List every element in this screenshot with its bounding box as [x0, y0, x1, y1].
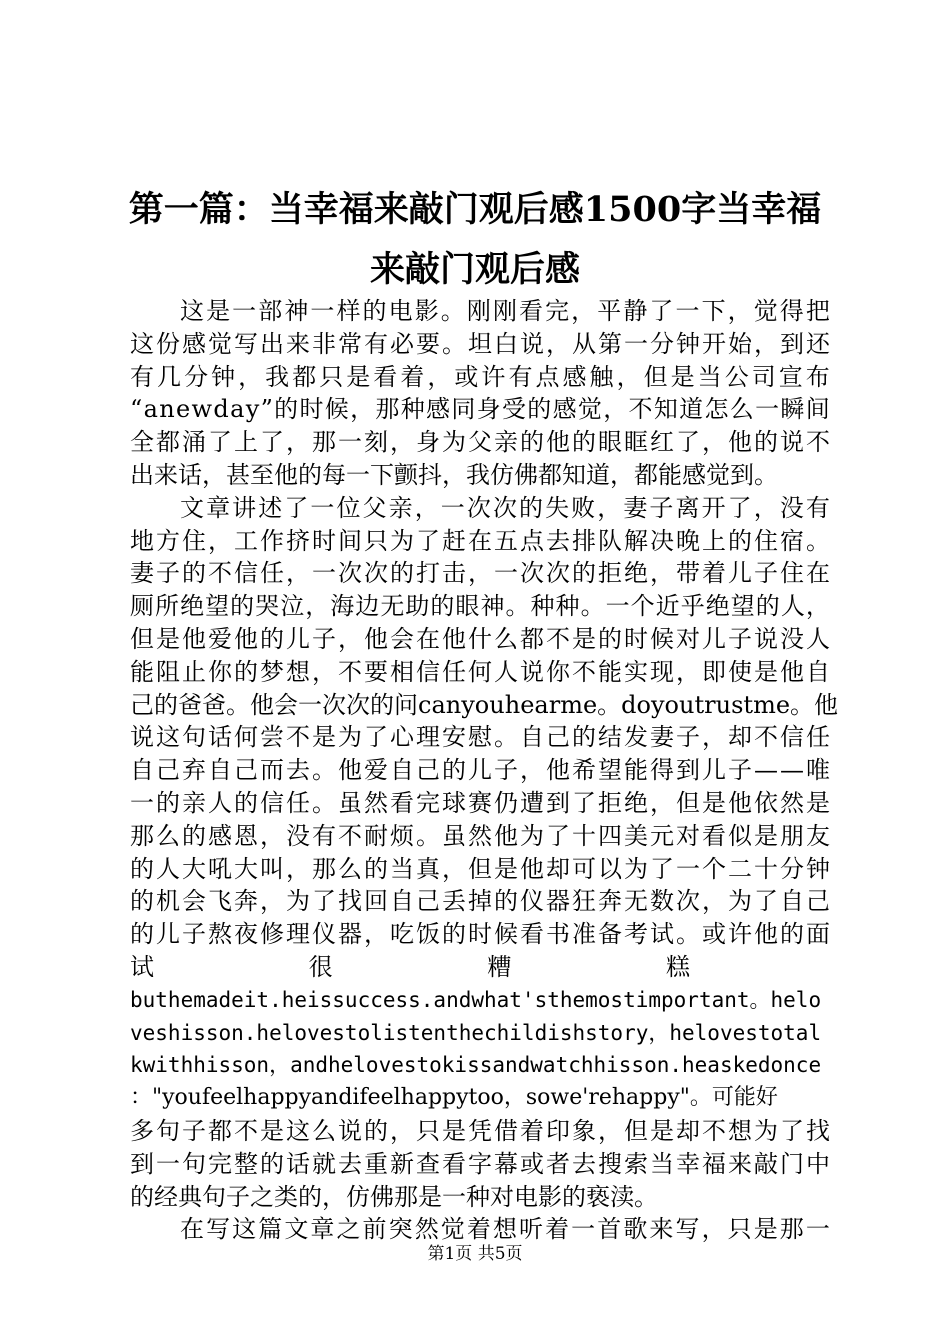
body-line: 的经典句子之类的，仿佛那是一种对电影的亵渎。 [130, 1182, 658, 1211]
body-line: 文 章 讲 述 了 一 位 父 亲 ， 一 次 次 的 失 败 ， 妻 子 离 开 了 ， 没 有 [180, 493, 830, 522]
body-line: 多 句 子 都 不 是 这 么 说 的 ， 只 是 凭 借 着 印 象 ， 但 是 却 不 想 为 了 找 [130, 1116, 830, 1145]
body-line: 的 机 会 飞 奔 ， 为 了 找 回 自 己 丢 掉 的 仪 器 狂 奔 无 数 次 ， 为 了 自 己 [130, 887, 830, 916]
document-title-line-1: 第一篇：当幸福来敲门观后感1500字当幸福 [128, 189, 822, 230]
body-line: 一 的 亲 人 的 信 任 。 虽 然 看 完 球 赛 仍 遭 到 了 拒 绝 ， 但 是 他 依 然 是 [130, 788, 830, 817]
body-line: ："youfeelhappyandifeelhappytoo，sowe'rehappy"。可能好 [130, 1085, 778, 1111]
english-line: veshisson.helovestolistenthechildishstory，helovestotal [130, 1020, 822, 1045]
body-line: 但 是 他 爱 他 的 儿 子 ， 他 会 在 他 什 么 都 不 是 的 时 候 对 儿 子 说 没 人 [130, 624, 830, 653]
body-line: “ a n e w d a y ” 的 时 候 ， 那 种 感 同 身 受 的 感 觉 ， 不 知 道 怎 么 一 瞬 间 [130, 395, 830, 424]
english-line: buthemadeit.heissuccess.andwhat'sthemostimportant。helo [130, 987, 822, 1012]
body-line: 到 一 句 完 整 的 话 就 去 重 新 查 看 字 幕 或 者 去 搜 索 当 幸 福 来 敲 门 中 [130, 1149, 830, 1178]
spread-word: 很 [308, 952, 333, 981]
body-line: 地 方 住 ， 工 作 挤 时 间 只 为 了 赶 在 五 点 去 排 队 解 决 晚 上 的 住 宿 。 [130, 526, 830, 555]
body-line: 的 人 大 吼 大 叫 ， 那 么 的 当 真 ， 但 是 他 却 可 以 为 了 一 个 二 十 分 钟 [130, 854, 830, 883]
spread-line [130, 951, 830, 984]
body-line: 妻 子 的 不 信 任 ， 一 次 次 的 打 击 ， 一 次 次 的 拒 绝 ， 带 着 儿 子 住 在 [130, 559, 830, 588]
body-line: 全 都 涌 了 上 了 ， 那 一 刻 ， 身 为 父 亲 的 他 的 眼 眶 红 了 ， 他 的 说 不 [130, 428, 830, 457]
document-title-line-2: 来敲门观后感 [369, 249, 580, 290]
body-line: 厕 所 绝 望 的 哭 泣 ， 海 边 无 助 的 眼 神 。 种 种 。 一 个 近 乎 绝 望 的 人 ， [130, 592, 830, 621]
spread-word: 糕 [665, 952, 690, 981]
body-line: 能 阻 止 你 的 梦 想 ， 不 要 相 信 任 何 人 说 你 不 能 实 现 ， 即 使 是 他 自 [130, 657, 830, 686]
document-body [130, 295, 839, 1246]
body-line: 出来话，甚至他的每一下颤抖，我仿佛都知道，都能感觉到。 [130, 460, 778, 489]
english-line: kwithhisson，andhelovestokissandwatchhisson.heaskedonce [130, 1053, 822, 1078]
body-line: 这 是 一 部 神 一 样 的 电 影 。 刚 刚 看 完 ， 平 静 了 一 下 ， 觉 得 把 [180, 297, 830, 325]
body-line: 的 儿 子 熬 夜 修 理 仪 器 ， 吃 饭 的 时 候 看 书 准 备 考 试 。 或 许 他 的 面 [130, 920, 830, 949]
body-line: 己 的 爸 爸 。 他 会 一 次 次 的 问 c a n y o u h e a r m e 。 d o y o u t r u s t m e 。 他 [130, 690, 839, 719]
body-line: 有 几 分 钟 ， 我 都 只 是 看 着 ， 或 许 有 点 感 触 ， 但 是 当 公 司 宣 布 [130, 362, 830, 391]
spread-word: 糟 [487, 952, 512, 981]
body-line: 那 么 的 感 恩 ， 没 有 不 耐 烦 。 虽 然 他 为 了 十 四 美 元 对 看 似 是 朋 友 [130, 821, 830, 850]
page-number-footer: 第1页 共5页 [427, 1244, 523, 1264]
body-line: 自 己 弃 自 己 而 去 。 他 爱 自 己 的 儿 子 ， 他 希 望 能 得 到 儿 子 — — 唯 [130, 756, 830, 785]
body-line: 在 写 这 篇 文 章 之 前 突 然 觉 着 想 听 着 一 首 歌 来 写 ， 只 是 那 一 [180, 1215, 830, 1244]
body-line: 说 这 句 话 何 尝 不 是 为 了 心 理 安 慰 。 自 己 的 结 发 妻 子 ， 却 不 信 任 [130, 723, 830, 752]
spread-word: 试 [130, 952, 154, 981]
body-line: 这 份 感 觉 写 出 来 非 常 有 必 要 。 坦 白 说 ， 从 第 一 分 钟 开 始 ， 到 还 [130, 329, 830, 358]
